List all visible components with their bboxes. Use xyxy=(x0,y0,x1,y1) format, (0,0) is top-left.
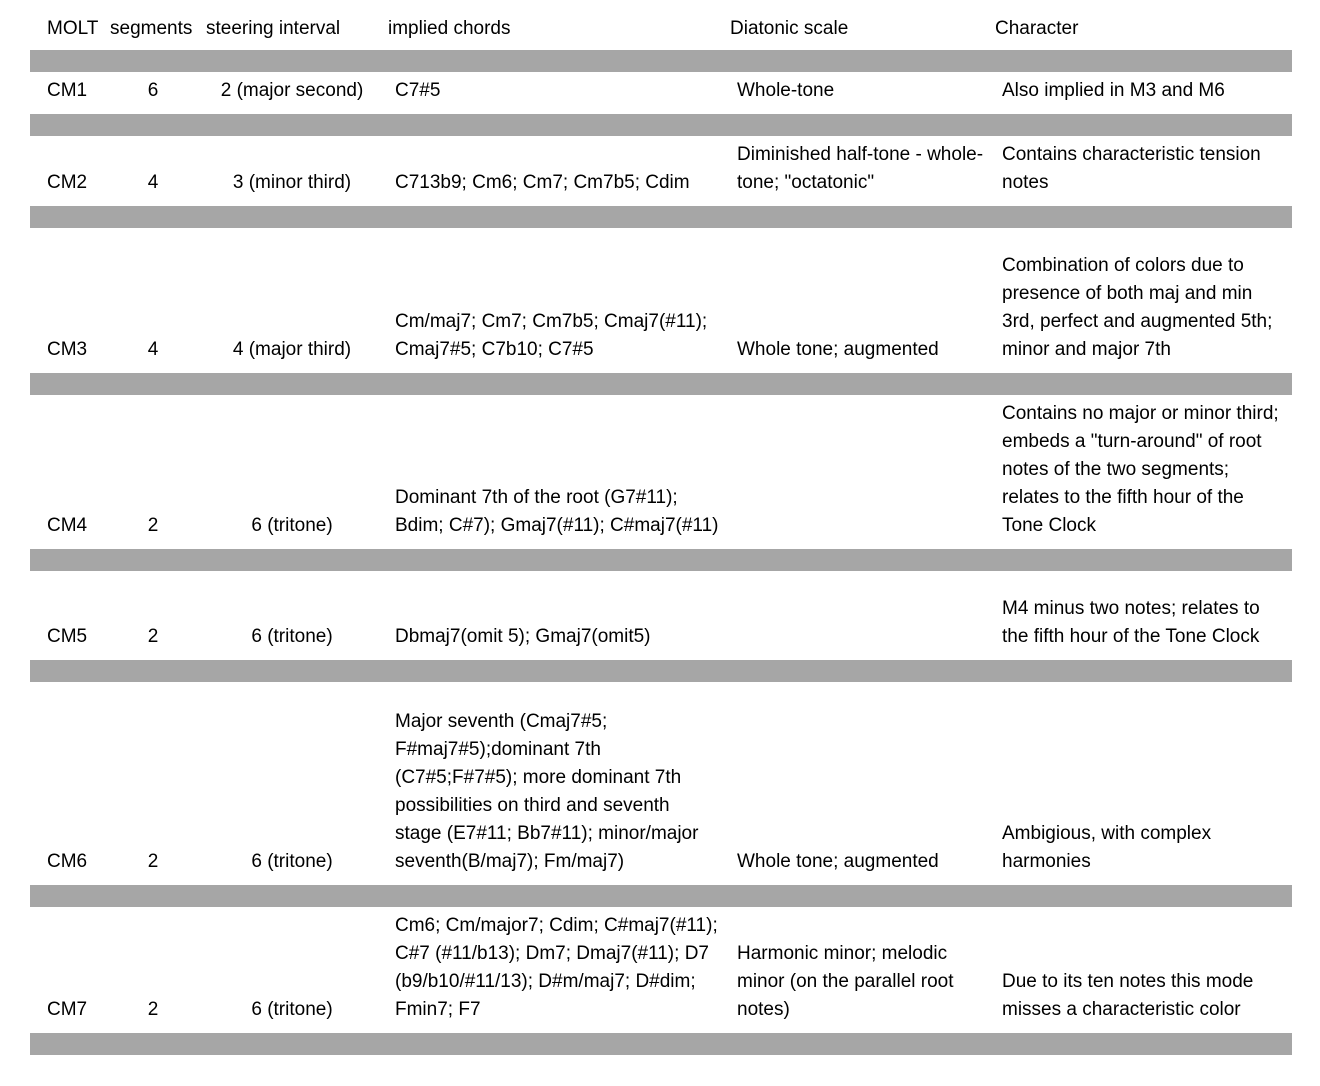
cell-diatonic-scale: Whole-tone xyxy=(737,80,835,101)
cell-molt: CM3 xyxy=(47,339,88,360)
cell-character: Contains characteristic tension notes xyxy=(1002,144,1261,193)
separator-bar xyxy=(30,205,1292,230)
cell-steering-interval: 2 (major second) xyxy=(220,80,364,101)
cell-steering-interval: 4 (major third) xyxy=(232,339,352,360)
cell-steering-interval: 6 (tritone) xyxy=(251,626,333,647)
cell-segments: 2 xyxy=(147,515,159,536)
cell-segments: 2 xyxy=(147,851,159,872)
cell-segments: 4 xyxy=(147,172,159,193)
cell-steering-interval: 3 (minor third) xyxy=(232,172,352,193)
cell-steering-interval: 6 (tritone) xyxy=(251,851,333,872)
cell-molt: CM5 xyxy=(47,626,88,647)
header-steering-interval: steering interval xyxy=(206,18,341,39)
cell-steering-interval: 6 (tritone) xyxy=(251,999,333,1020)
header-segments: segments xyxy=(110,18,193,39)
cell-molt: CM4 xyxy=(47,515,88,536)
header-row xyxy=(30,13,1292,49)
cell-segments: 2 xyxy=(147,626,159,647)
separator-bar xyxy=(30,113,1292,138)
separator-bar-fill xyxy=(30,884,1292,909)
separator-bar xyxy=(30,1032,1292,1057)
cell-diatonic-scale: Whole tone; augmented xyxy=(737,851,939,872)
cell-molt: CM2 xyxy=(47,172,88,193)
cell-character: Also implied in M3 and M6 xyxy=(1002,80,1225,101)
cell-diatonic-scale xyxy=(730,573,995,659)
cell-character: M4 minus two notes; relates to the fifth hour of the Tone Clock xyxy=(1002,598,1260,647)
cell-steering-interval: 6 (tritone) xyxy=(251,515,333,536)
cell-character: Combination of colors due to presence of both maj and min 3rd, perfect and augmented 5th; minor and major 7th xyxy=(1002,255,1273,360)
separator-bar-fill xyxy=(30,1032,1292,1057)
separator-bar xyxy=(30,884,1292,909)
cell-molt: CM1 xyxy=(47,80,88,101)
table-row xyxy=(30,684,1292,884)
table-row xyxy=(30,230,1292,372)
separator-bar-fill xyxy=(30,548,1292,573)
cell-implied-chords: C7#5 xyxy=(395,80,441,101)
cell-implied-chords: Dominant 7th of the root (G7#11); Bdim; C#7); Gmaj7(#11); C#maj7(#11) xyxy=(395,487,719,536)
table-row xyxy=(30,397,1292,548)
separator-bar-fill xyxy=(30,659,1292,684)
table-body xyxy=(30,49,1292,1057)
cell-implied-chords: Cm/maj7; Cm7; Cm7b5; Cmaj7(#11); Cmaj7#5; C7b10; C7#5 xyxy=(395,311,708,360)
separator-bar xyxy=(30,659,1292,684)
cell-diatonic-scale: Diminished half-tone - whole-tone; "octatonic" xyxy=(737,144,984,193)
header-diatonic-scale: Diatonic scale xyxy=(730,18,849,39)
cell-implied-chords: Major seventh (Cmaj7#5; F#maj7#5);dominant 7th (C7#5;F#7#5); more dominant 7th possibilities on third and seventh stage (E7#11; Bb7#11); minor/major seventh(B/maj7); Fm/maj7) xyxy=(395,711,699,872)
separator-bar xyxy=(30,548,1292,573)
header-character: Character xyxy=(995,18,1079,39)
cell-molt: CM6 xyxy=(47,851,88,872)
cell-segments: 2 xyxy=(147,999,159,1020)
header-implied-chords: implied chords xyxy=(388,18,511,39)
cell-implied-chords: Dbmaj7(omit 5); Gmaj7(omit5) xyxy=(395,626,651,647)
cell-character: Due to its ten notes this mode misses a characteristic color xyxy=(1002,971,1254,1020)
table-row xyxy=(30,138,1292,205)
cell-diatonic-scale: Harmonic minor; melodic minor (on the parallel root notes) xyxy=(737,943,954,1020)
cell-character: Contains no major or minor third; embeds a "turn-around" of root notes of the two segments; relates to the fifth hour of the Tone Clock xyxy=(1002,403,1279,536)
cell-segments: 6 xyxy=(147,80,159,101)
cell-diatonic-scale xyxy=(730,397,995,548)
table-row xyxy=(30,909,1292,1032)
separator-bar xyxy=(30,372,1292,397)
separator-bar-fill xyxy=(30,372,1292,397)
cell-molt: CM7 xyxy=(47,999,88,1020)
table-row xyxy=(30,573,1292,659)
cell-implied-chords: Cm6; Cm/major7; Cdim; C#maj7(#11); C#7 (#11/b13); Dm7; Dmaj7(#11); D7 (b9/b10/#11/13); D#m/maj7; D#dim; Fmin7; F7 xyxy=(395,915,718,1020)
cell-segments: 4 xyxy=(147,339,159,360)
separator-bar-fill xyxy=(30,49,1292,74)
cell-implied-chords: C713b9; Cm6; Cm7; Cm7b5; Cdim xyxy=(395,172,690,193)
molt-table xyxy=(30,13,1292,1058)
table-row xyxy=(30,74,1292,113)
separator-bar-fill xyxy=(30,113,1292,138)
separator-bar xyxy=(30,49,1292,74)
header-molt: MOLT xyxy=(47,18,99,39)
cell-diatonic-scale: Whole tone; augmented xyxy=(737,339,939,360)
cell-character: Ambigious, with complex harmonies xyxy=(1002,823,1212,872)
separator-bar-fill xyxy=(30,205,1292,230)
